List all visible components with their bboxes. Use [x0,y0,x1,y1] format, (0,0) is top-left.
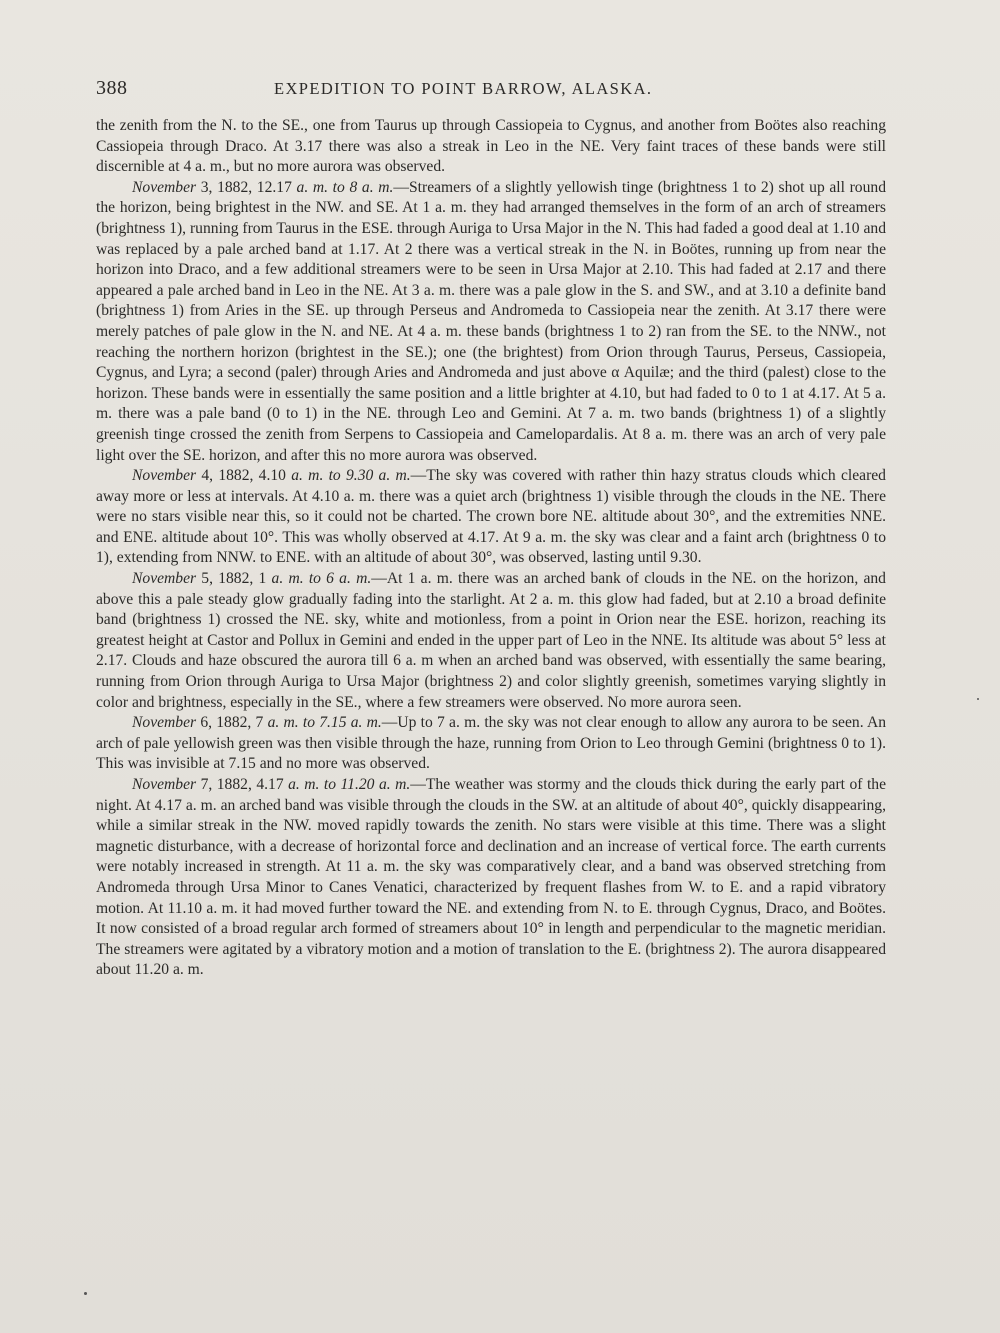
body-text [96,116,886,981]
entry-date-lead [132,714,382,731]
entry-date-lead [132,776,410,793]
entry-time-range: a. m. to 6 a. m. [271,570,372,588]
entry-time-range: a. m. to 8 a. m. [296,178,394,196]
entry-time-range: a. m. to 7.15 a. m. [267,714,382,732]
entry-time-range: a. m. to 9.30 a. m. [291,467,411,485]
entry-date: 4, 1882, 4.10 [196,467,292,485]
page-number: 388 [96,77,128,99]
page-header [96,77,896,105]
entry-date-lead [132,467,411,484]
entry-date-lead [132,179,393,196]
entry-month: November [132,467,197,485]
ink-speck [84,1292,87,1295]
ink-speck [977,698,979,700]
entry-november-5 [96,569,886,713]
paragraph-text: —At 1 a. m. there was an arched bank of clouds in the NE. on the horizon, and above this a pale steady glow gradually fading into the starlight. At 2 a. m. this glow had faded, but at 2.10 a broad definite band (brightness 1) crossed the NE. sky, white and motionless, from a point in Orion near the ESE. horizon, reaching its greatest height at Castor and Pollux in Gemini and ended in the upper part of Leo in the NNE. Its altitude was about 5° less at 2.17. Clouds and haze obscured the aurora till 6 a. m when an arched band was observed, with essentially the same bearing, running from Orion through Auriga to Ursa Major (brightness 2) and color slightly greenish, sometimes varying slightly in color and brightness, especially in the SE., where a few streamers were observed. No more aurora seen. [96,570,886,711]
entry-date: 3, 1882, 12.17 [196,178,297,196]
entry-month: November [132,570,197,588]
entry-time-range: a. m. to 11.20 a. m. [288,776,411,793]
paragraph-text: —The weather was stormy and the clouds thick during the early part of the night. At 4.17 a. m. an arched band was visible through the clouds in the SW. at an altitude of about 40°, quickly disappearing, while a similar streak in the NW. moved rapidly towards the zenith. No stars were visible at this time. There was a slight magnetic disturbance, with a decrease of horizontal force and declination and an increase of vertical force. The earth currents were notably increased in strength. At 11 a. m. the sky was comparatively clear, and a band was observed stretching from Andromeda through Ursa Minor to Canes Venatici, characterized by frequent flashes from W. to E. and a rapid vibratory motion. At 11.10 a. m. it had moved further toward the NE. and extending from N. to E. through Cygnus, Draco, and Boötes. It now consisted of a broad regular arch formed of streamers about 10° in length and perpendicular to the magnetic meridian. The streamers were agitated by a vibratory motion and a motion of translation to the E. (brightness 2). The aurora disappeared about 11.20 a. m. [96,776,886,979]
entry-date: 5, 1882, 1 [196,570,272,588]
entry-november-4 [96,466,886,569]
entry-month: November [132,178,197,196]
entry-date-lead [132,570,371,587]
entry-november-6 [96,713,886,775]
entry-date: 7, 1882, 4.17 [196,776,289,793]
paragraph-text: —Up to 7 a. m. the sky was not clear enough to allow any aurora to be seen. An arch of pale yellowish green was then visible through the haze, running from Orion to Leo through Gemini (brightness 0 to 1). This was invisible at 7.15 and no more was observed. [96,714,887,773]
entry-month: November [132,776,197,793]
entry-november-3 [96,178,886,466]
entry-date: 6, 1882, 7 [196,714,268,732]
paragraph-text: —Streamers of a slightly yellowish tinge (brightness 1 to 2) shot up all round the horizon, being brightest in the NW. and SE. At 1 a. m. they had arranged themselves in the form of an arch of streamers (brightness 1), running from Taurus in the ESE. through Auriga to Ursa Major in the N. This had faded a good deal at 1.10 and was replaced by a pale arched band at 1.17. At 2 there was a vertical streak in the N. in Boötes, running up from near the horizon into Draco, and a few additional streamers were to be seen in Ursa Major at 2.10. This had faded at 2.17 and there appeared a pale arched band in Leo in the NE. At 3 a. m. there was a pale glow in the S. and SW., and at 3.10 a definite band (brightness 1) from Aries in the SE. up through Perseus and Andromeda to Cassiopeia near the zenith. At 3.17 there were merely patches of pale glow in the N. and NE. At 4 a. m. these bands (brightness 1 to 2) ran from the SE. to the NNW., not reaching the northern horizon (brightest in the SE.); one (the brightest) from Orion through Taurus, Perseus, Cassiopeia, Cygnus, and Lyra; a second (paler) through Aries and Andromeda and just above α Aquilæ; and the third (palest) close to the horizon. These bands were in essentially the same position and a little brighter at 4.10, but had faded to 0 to 1 at 4.17. At 5 a. m. there was a pale band (0 to 1) in the NE. through Leo and Gemini. At 7 a. m. two bands (brightness 1) of a slightly greenish tinge crossed the zenith from Serpens to Cassiopeia and Camelopardalis. At 8 a. m. there was an arch of very pale light over the SE. horizon, and after this no more aurora was observed. [96,178,886,464]
paragraph-text: the zenith from the N. to the SE., one from Taurus up through Cassiopeia to Cygnus, and another from Boötes also reaching Cassiopeia through Draco. At 3.17 there was also a streak in Leo in the NE. Very faint traces of these bands were still discernible at 4 a. m., but no more aurora was observed. [96,117,886,176]
paragraph-continuation [96,116,886,178]
paragraph-text: —The sky was covered with rather thin hazy stratus clouds which cleared away more or less at intervals. At 4.10 a. m. there was a quiet arch (brightness 1) visible through the clouds in the NE. There were no stars visible near this, so it could not be charted. The crown bore NE. altitude about 30°, and the extremities NNE. and ENE. altitude about 10°. This was wholly observed at 4.17. At 9 a. m. the sky was clear and a faint arch (brightness 0 to 1), extending from NNW. to ENE. with an altitude of about 30°, was observed, lasting until 9.30. [96,467,886,567]
entry-november-7 [96,775,886,981]
running-title: EXPEDITION TO POINT BARROW, ALASKA. [274,79,653,98]
entry-month: November [132,714,197,732]
